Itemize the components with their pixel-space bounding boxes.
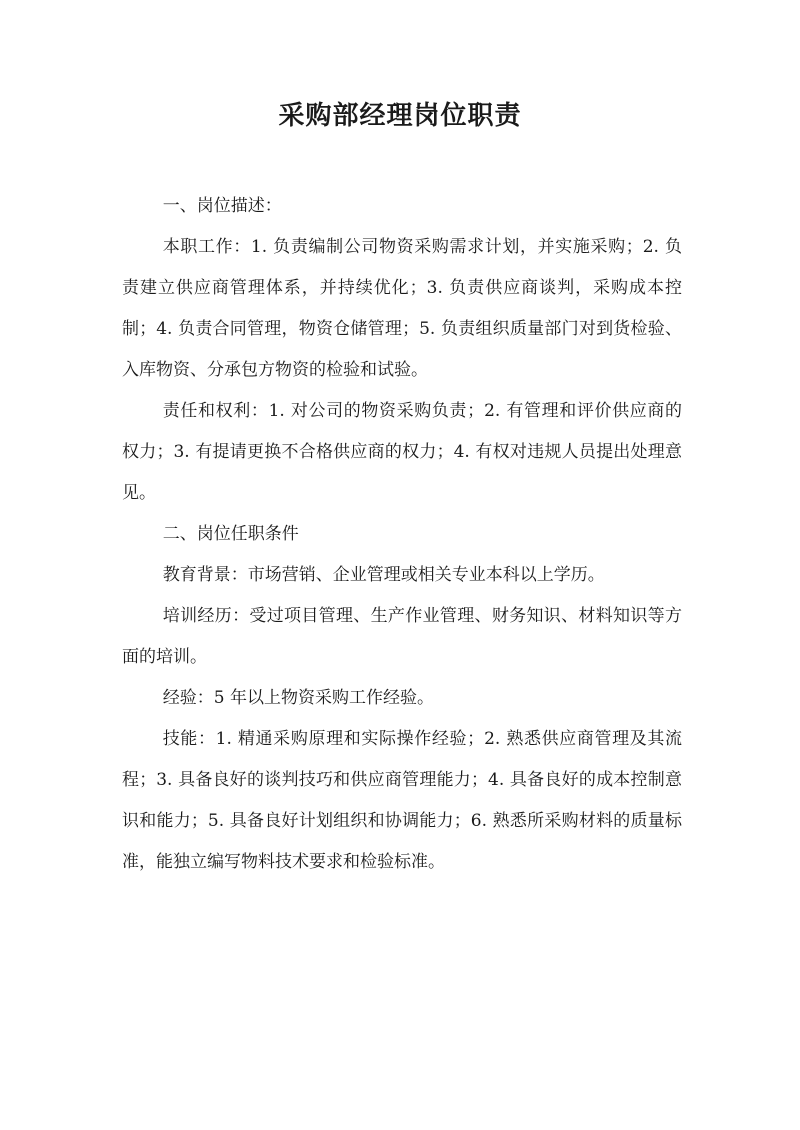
paragraph-education: 教育背景：市场营销、企业管理或相关专业本科以上学历。 xyxy=(162,565,605,585)
document-title: 采购部经理岗位职责 xyxy=(278,101,522,131)
paragraph-training: 培训经历：受过项目管理、生产作业管理、财务知识、材料知识等方面的培训。 xyxy=(122,606,682,667)
section-heading-qualifications: 二、岗位任职条件 xyxy=(162,524,299,544)
paragraph-skills: 技能：1. 精通采购原理和实际操作经验；2. 熟悉供应商管理及其流程；3. 具备良好的谈判技巧和供应商管理能力；4. 具备良好的成本控制意识和能力；5. 具备良好计划组织和协调能力；6. 熟悉所采购材料的质量标准，能独立编写物料技术要求和检验标准。 xyxy=(122,729,682,872)
document-body xyxy=(122,186,682,883)
section-heading-job-description: 一、岗位描述： xyxy=(162,196,282,216)
paragraph-responsibilities-rights: 责任和权利：1. 对公司的物资采购负责；2. 有管理和评价供应商的权力；3. 有提请更换不合格供应商的权力；4. 有权对违规人员提出处理意见。 xyxy=(122,401,682,503)
paragraph-experience: 经验：5 年以上物资采购工作经验。 xyxy=(162,688,435,708)
paragraph-core-duties: 本职工作：1. 负责编制公司物资采购需求计划，并实施采购；2. 负责建立供应商管理体系，并持续优化；3. 负责供应商谈判，采购成本控制；4. 负责合同管理，物资仓储管理；5. 负责组织质量部门对到货检验、入库物资、分承包方物资的检验和试验。 xyxy=(122,237,682,380)
